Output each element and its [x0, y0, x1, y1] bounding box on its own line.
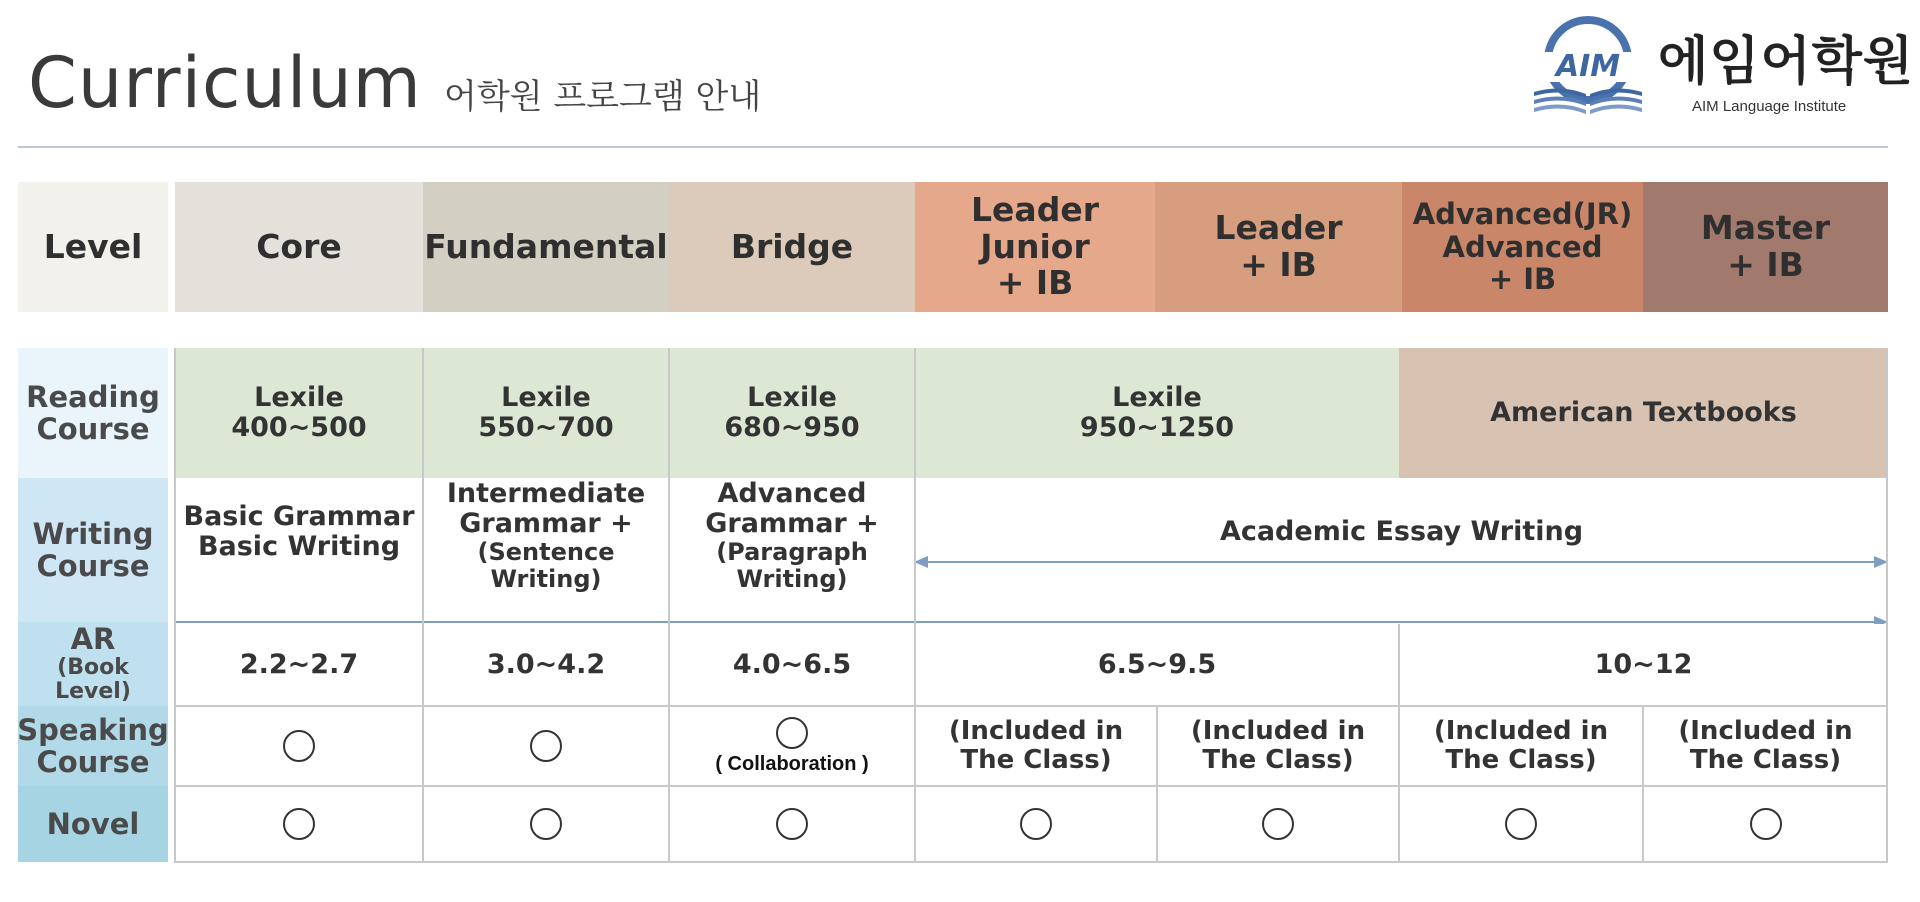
level-leader-junior-line2: + IB [996, 263, 1074, 303]
circle-mark-icon [283, 730, 315, 762]
level-leader-line1: Leader [1214, 208, 1343, 248]
novel-cell-core [175, 786, 423, 862]
reading-cell-leader [915, 348, 1399, 478]
novel-cell-fundamental [423, 786, 669, 862]
grid-line [174, 861, 1888, 863]
circle-mark-icon [1750, 808, 1782, 840]
writing-cell-academic: Academic Essay Writing [915, 510, 1888, 554]
logo-english-name: AIM Language Institute [1692, 98, 1847, 115]
circle-mark-icon [530, 808, 562, 840]
book-logo-icon [1526, 14, 1650, 120]
included-line2: The Class) [1689, 745, 1842, 775]
included-line1: (Included in [1190, 715, 1366, 746]
reading-fundamental-line1: Lexile [501, 381, 591, 413]
ar-cell-bridge: 4.0~6.5 [669, 624, 915, 706]
writing-cell-fundamental [423, 478, 669, 622]
novel-cell-advanced [1399, 786, 1643, 862]
level-header-bridge [669, 182, 915, 312]
novel-cell-master [1643, 786, 1888, 862]
row-label-writing [18, 478, 168, 622]
level-header-advanced [1402, 182, 1643, 312]
included-line1: (Included in [1433, 715, 1609, 746]
level-leader-junior-line1: Leader Junior [971, 189, 1099, 266]
speaking-cell-fundamental [423, 706, 669, 786]
writing-fundamental-line3: (Sentence Writing) [477, 538, 615, 594]
reading-cell-fundamental [423, 348, 669, 478]
ar-cell-leader: 6.5~9.5 [915, 624, 1399, 706]
level-master-line1: Master [1700, 208, 1831, 248]
row-label-novel: Novel [18, 786, 168, 862]
novel-cell-leader-junior [915, 786, 1157, 862]
page-subtitle: 어학원 프로그램 안내 [444, 77, 762, 117]
row-label-ar [18, 622, 168, 706]
included-line1: (Included in [948, 715, 1124, 746]
writing-bridge-line2: Grammar + [705, 508, 879, 540]
writing-cell-bridge [669, 478, 915, 622]
circle-mark-icon [283, 808, 315, 840]
level-leader-line2: + IB [1240, 245, 1317, 284]
reading-label-line1: Reading [26, 379, 160, 414]
speaking-cell-bridge [669, 706, 915, 786]
level-header-master [1643, 182, 1888, 312]
ar-cell-core: 2.2~2.7 [175, 624, 423, 706]
level-header-label: Level [18, 182, 168, 312]
speaking-cell-master [1643, 706, 1888, 786]
ar-cell-advanced: 10~12 [1399, 624, 1888, 706]
reading-cell-bridge [669, 348, 915, 478]
circle-mark-icon [776, 808, 808, 840]
speaking-cell-core [175, 706, 423, 786]
level-bridge-line1: Bridge [730, 226, 854, 266]
writing-bridge-line1: Advanced [717, 477, 867, 509]
writing-core-line2: Basic Writing [197, 531, 401, 562]
academic-writing-arrow [924, 561, 1876, 563]
writing-cell-core [175, 478, 423, 622]
level-header-leader [1155, 182, 1402, 312]
reading-bridge-line2: 680~950 [724, 412, 860, 443]
included-line2: The Class) [1445, 745, 1597, 775]
reading-core-line1: Lexile [254, 381, 344, 413]
aim-logo-mark [1526, 14, 1650, 120]
reading-cell-advanced: American Textbooks [1399, 348, 1888, 478]
page-title: Curriculum [28, 42, 422, 124]
logo-mark-text: AIM [1555, 49, 1621, 84]
circle-mark-icon [1020, 808, 1052, 840]
writing-bridge-line3: (Paragraph Writing) [716, 538, 868, 594]
logo-korean-name: 에임어학원 [1658, 32, 1915, 92]
row-label-speaking [18, 706, 168, 786]
circle-mark-icon [1505, 808, 1537, 840]
circle-mark-icon [776, 717, 808, 749]
reading-leader-line2: 950~1250 [1079, 412, 1235, 443]
writing-label-line1: Writing [32, 516, 154, 551]
writing-fundamental-line2: Grammar + [459, 508, 633, 540]
writing-label-line2: Course [36, 549, 150, 583]
ar-label-line2: (Book Level) [55, 654, 131, 705]
grid-line [174, 785, 1888, 787]
reading-core-line2: 400~500 [231, 412, 367, 443]
level-header-leader-junior [915, 182, 1155, 312]
novel-cell-leader [1157, 786, 1399, 862]
reading-cell-core [175, 348, 423, 478]
level-core-line1: Core [256, 226, 342, 266]
speaking-cell-advanced [1399, 706, 1643, 786]
level-fundamental-line1: Fundamental [424, 226, 668, 266]
level-master-line2: + IB [1727, 245, 1804, 284]
level-header-core [175, 182, 423, 312]
grid-line [1398, 624, 1400, 862]
grid-line [174, 705, 1888, 707]
speaking-cell-leader-junior [915, 706, 1157, 786]
level-advanced-line1: Advanced(JR) [1412, 197, 1633, 232]
reading-leader-line1: Lexile [1112, 381, 1202, 413]
writing-core-line1: Basic Grammar [183, 500, 415, 532]
ar-cell-fundamental: 3.0~4.2 [423, 624, 669, 706]
included-line1: (Included in [1678, 715, 1853, 746]
ar-label-line1: AR [70, 622, 116, 657]
circle-mark-icon [530, 730, 562, 762]
level-advanced-line2: Advanced [1442, 229, 1603, 264]
grid-line [1156, 706, 1158, 862]
reading-label-line2: Course [36, 412, 150, 446]
reading-fundamental-line2: 550~700 [478, 412, 614, 443]
arrow-left-icon [914, 554, 930, 570]
speaking-collab-note: ( Collaboration ) [715, 752, 869, 775]
included-line2: The Class) [1202, 745, 1354, 775]
row-label-reading [18, 348, 168, 478]
level-advanced-line3: + IB [1488, 262, 1557, 297]
reading-bridge-line1: Lexile [747, 381, 837, 413]
writing-bottom-arrow [175, 621, 1875, 623]
speaking-label-line2: Course [36, 745, 150, 779]
speaking-cell-leader [1157, 706, 1399, 786]
level-header-fundamental [423, 182, 669, 312]
speaking-label-line1: Speaking [17, 712, 169, 747]
grid-line [1642, 706, 1644, 862]
novel-cell-bridge [669, 786, 915, 862]
writing-fundamental-line1: Intermediate [446, 477, 646, 509]
circle-mark-icon [1262, 808, 1294, 840]
header-divider [18, 146, 1888, 148]
included-line2: The Class) [960, 745, 1112, 775]
